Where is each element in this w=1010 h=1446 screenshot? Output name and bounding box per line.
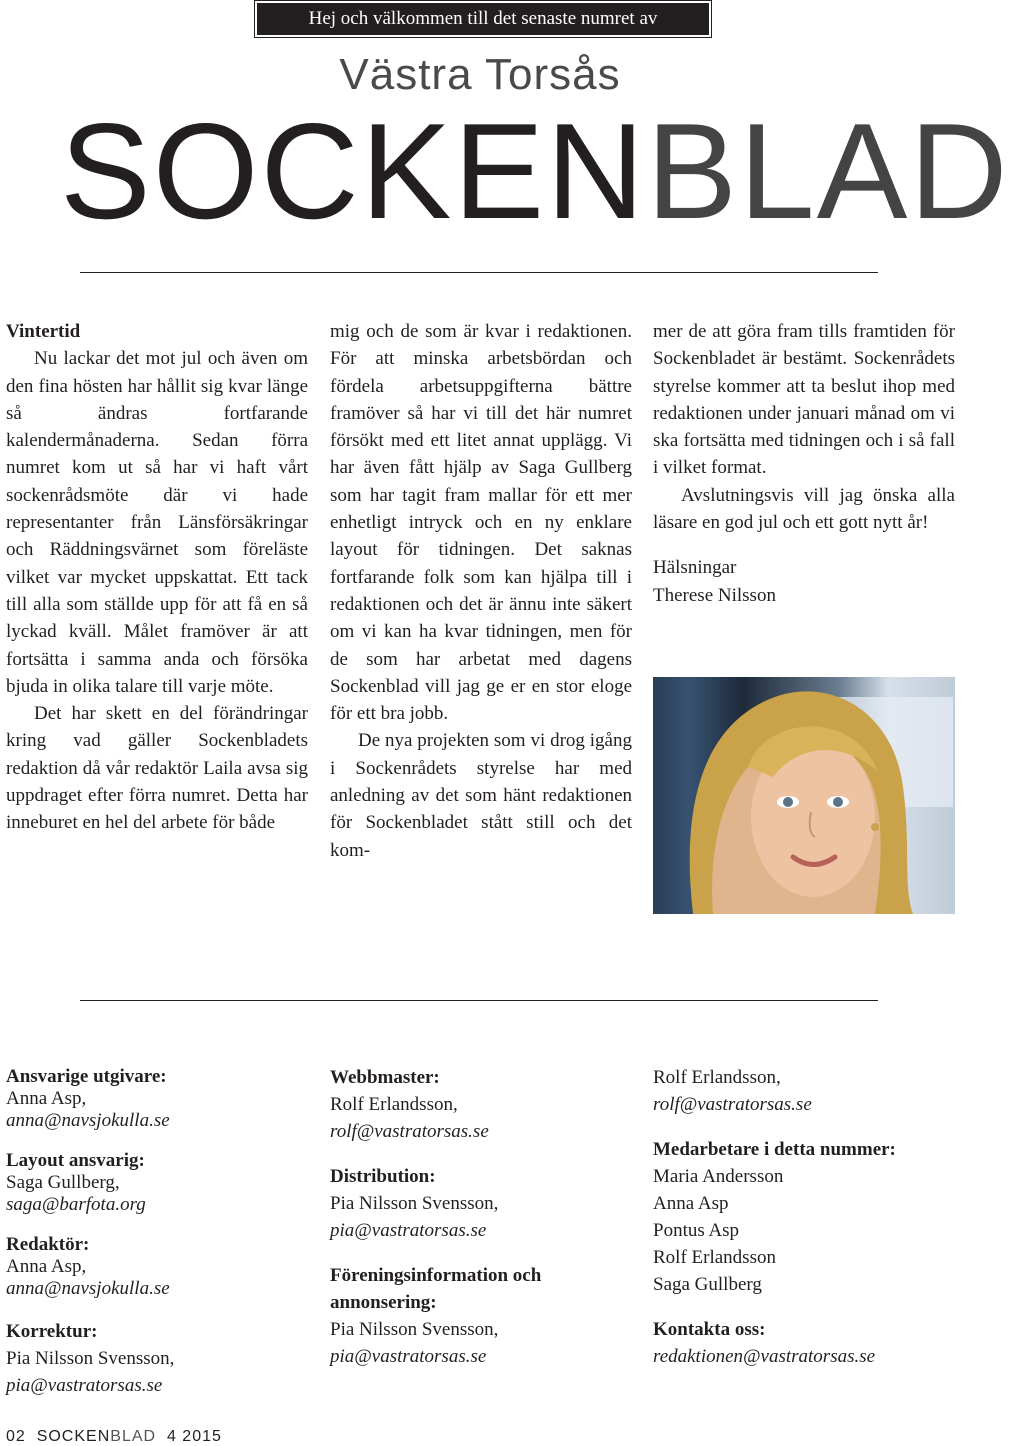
credit-item: [330, 1064, 630, 1145]
credit-item: [653, 1064, 953, 1118]
portrait-illustration: [653, 677, 955, 914]
credit-email[interactable]: pia@vastratorsas.se: [330, 1346, 487, 1367]
article-paragraph: Det har skett en del förändringar kring vad gäller Sockenbladets redaktion då vår redaktör Laila avsa sig uppdraget efter förra numret. Detta har inneburet en hel del arbete för både: [6, 703, 308, 834]
credit-email[interactable]: rolf@vastratorsas.se: [330, 1121, 489, 1142]
credit-name: Pia Nilsson Svensson,: [330, 1319, 499, 1340]
masthead-blad: BLAD: [646, 95, 1010, 247]
article-paragraph: Avslutningsvis vill jag önska alla läsare en god jul och ett gott nytt år!: [653, 484, 955, 534]
contributors-block: [653, 1136, 953, 1298]
credit-label: Distribution:: [330, 1166, 436, 1187]
credit-email[interactable]: pia@vastratorsas.se: [6, 1375, 163, 1396]
masthead: [60, 95, 1010, 247]
credit-name: Rolf Erlandsson,: [330, 1094, 458, 1115]
credits-column-3: [653, 1064, 953, 1388]
article-paragraph: De nya projekten som vi drog igång i Sockenrådets styrelse har med anledning av det som hänt redaktionen för Sockenbladet stått still och det kom-: [330, 730, 632, 861]
credits-column-1: [6, 1066, 306, 1417]
article-heading: Vintertid: [6, 321, 81, 342]
contributor-name: Maria Andersson: [653, 1166, 784, 1187]
greeting: Hälsningar: [653, 557, 737, 579]
masthead-socken: SOCKEN: [60, 95, 647, 247]
credit-label: Ansvarige utgivare:: [6, 1066, 167, 1087]
credit-label: Layout ansvarig:: [6, 1150, 145, 1171]
contributor-name: Rolf Erlandsson: [653, 1247, 776, 1268]
article-column-3: [653, 318, 955, 609]
contributor-name: Pontus Asp: [653, 1220, 740, 1241]
credit-name: Pia Nilsson Svensson,: [330, 1193, 499, 1214]
bottom-rule: [80, 1000, 878, 1001]
credit-item: [6, 1234, 306, 1300]
footer-brand-bold: SOCKEN: [36, 1428, 111, 1445]
footer-brand-light: BLAD: [110, 1428, 157, 1445]
article-paragraph: mer de att göra fram tills framtiden för Sockenbladet är bestämt. Sockenrådets styrelse kommer att ta beslut ihop med redaktionen under januari månad om vi ska fortsätta med tidningen och i så fall i vilket format.: [653, 321, 955, 479]
header-banner: Hej och välkommen till det senaste numret av: [257, 3, 709, 35]
credit-item: [6, 1066, 306, 1132]
credit-item: [6, 1150, 306, 1216]
credit-name: Saga Gullberg,: [6, 1172, 120, 1193]
credit-label: Föreningsinformation och annonsering:: [330, 1265, 542, 1313]
credit-item: [330, 1163, 630, 1244]
contributors-label: Medarbetare i detta nummer:: [653, 1139, 896, 1160]
page-footer: [6, 1428, 222, 1446]
credit-label: Redaktör:: [6, 1234, 90, 1255]
credit-item: [330, 1262, 630, 1370]
author-photo: [653, 677, 955, 914]
credit-email[interactable]: saga@barfota.org: [6, 1194, 146, 1215]
credit-name: Rolf Erlandsson,: [653, 1067, 781, 1088]
article-paragraph: Nu lackar det mot jul och även om den fina hösten har hållit sig kvar länge så ändras fortfarande kalendermånaderna. Sedan förra numret kom ut så har vi haft vårt sockenrådsmöte där vi hade representanter från Länsförsäkringar och Räddningsvärnet som föreläste vilket var mycket uppskattat. Ett tack till alla som ställde upp för att få en så lyckad kväll. Målet framöver är att fortsätta i samma anda och försöka bjuda in olika talare till varje möte.: [6, 348, 308, 697]
credit-email[interactable]: pia@vastratorsas.se: [330, 1220, 487, 1241]
article-column-2: [330, 318, 632, 864]
credit-label: Webbmaster:: [330, 1067, 440, 1088]
credits-column-2: [330, 1064, 630, 1388]
issue-number: 4 2015: [166, 1428, 222, 1445]
contributor-name: Anna Asp: [653, 1193, 729, 1214]
contact-block: [653, 1316, 953, 1370]
credit-item: [6, 1318, 306, 1399]
credit-email[interactable]: anna@navsjokulla.se: [6, 1278, 170, 1299]
contact-label: Kontakta oss:: [653, 1319, 766, 1340]
top-rule: [80, 272, 878, 273]
contributor-name: Saga Gullberg: [653, 1274, 762, 1295]
contact-email[interactable]: redaktionen@vastratorsas.se: [653, 1346, 876, 1367]
article-paragraph: mig och de som är kvar i redaktionen. För att minska arbetsbördan och fördela arbetsuppgifterna bättre framöver så har vi till det här numret försökt med ett litet annat upplägg. Vi har även fått hjälp av Saga Gullberg som har tagit fram mallar för ett mer enhetligt intryck och en ny enklare layout för tidningen. Det saknas fortfarande folk som kan hjälpa till i redaktionen och det är ännu inte säkert om vi kan ha kvar tidningen, men för de som har arbetat med dagens Sockenblad vill jag ge er en stor eloge för ett bra jobb.: [330, 321, 632, 725]
credit-label: Korrektur:: [6, 1321, 98, 1342]
credit-email[interactable]: anna@navsjokulla.se: [6, 1110, 170, 1131]
page-number: 02: [6, 1428, 26, 1445]
signature: Therese Nilsson: [653, 584, 776, 606]
subtitle: Västra Torsås: [339, 50, 621, 99]
credit-name: Pia Nilsson Svensson,: [6, 1348, 175, 1369]
credit-name: Anna Asp,: [6, 1088, 87, 1109]
article-column-1: [6, 318, 308, 837]
credit-email[interactable]: rolf@vastratorsas.se: [653, 1094, 812, 1115]
credit-name: Anna Asp,: [6, 1256, 87, 1277]
